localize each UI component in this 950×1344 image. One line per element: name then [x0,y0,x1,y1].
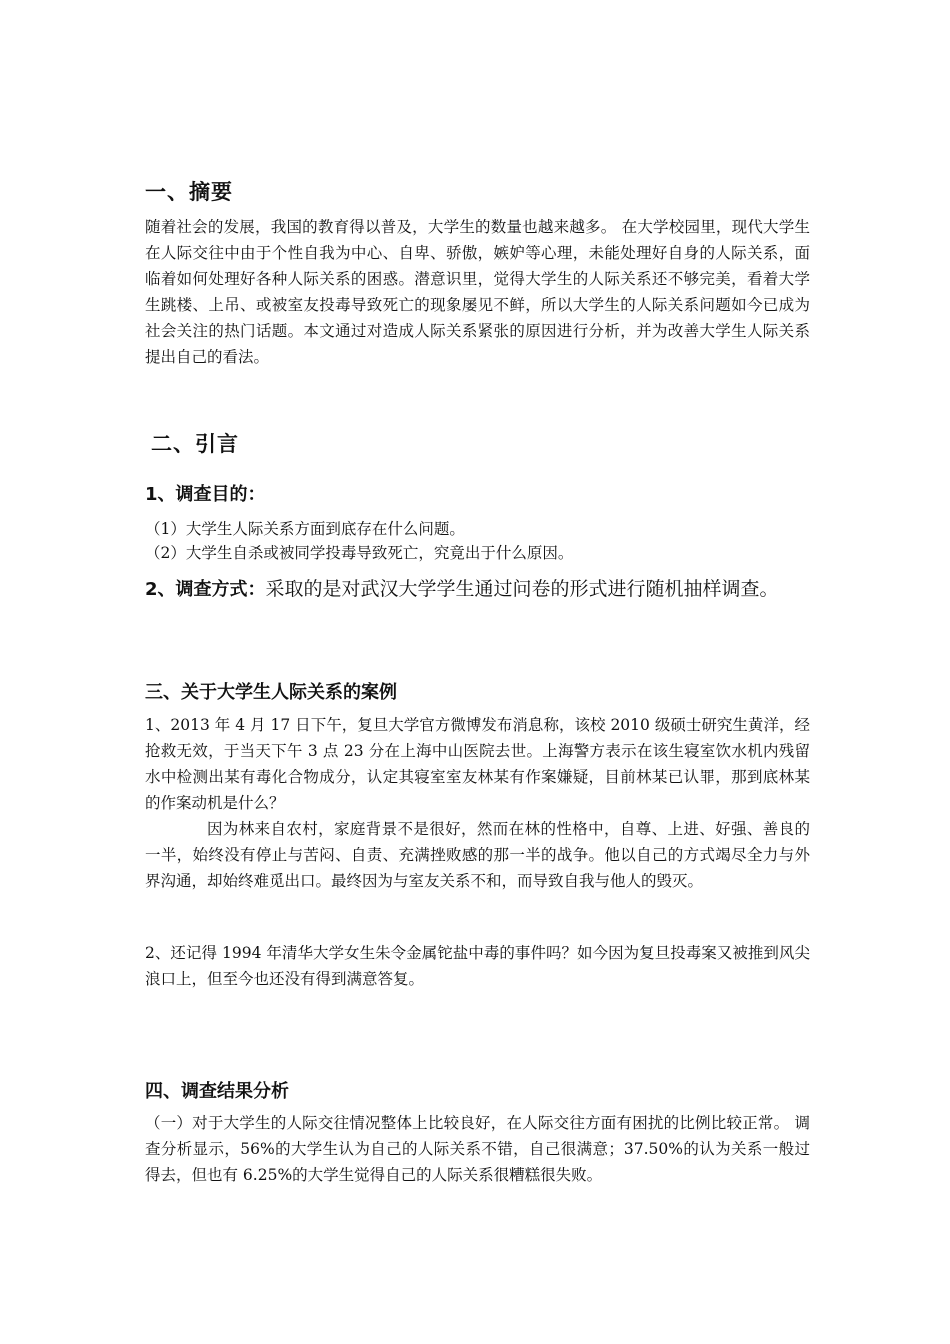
abstract-heading: 一、摘要 [145,180,233,204]
case-1: 1、2013 年 4 月 17 日下午，复旦大学官方微博发布消息称，该校 2010 级硕士研究生黄洋，经抢救无效，于当天下午 3 点 23 分在上海中山医院去世。上海警方表示在该生寝室饮水机内残留水中检测出某有毒化合物成分，认定其寝室室友林某有作案嫌疑，目前林某已认罪，那到底林某的作案动机是什么？ [145,716,810,812]
purpose-heading: 1、调查目的： [145,484,266,505]
survey-method [145,570,810,609]
case-2: 2、还记得 1994 年清华大学女生朱令金属铊盐中毒的事件吗？如今因为复旦投毒案又被推到风尖浪口上，但至今也还没有得到满意答复。 [145,944,810,988]
purpose-item-1: （1）大学生人际关系方面到底存在什么问题。 [145,520,465,538]
results-heading: 四、调查结果分析 [145,1081,289,1102]
intro-heading: 二、引言 [151,432,239,456]
method-text: 采取的是对武汉大学学生通过问卷的形式进行随机抽样调查。 [265,578,779,600]
method-label: 2、调查方式： [145,579,266,600]
cases-heading: 三、关于大学生人际关系的案例 [145,682,397,703]
abstract-body: 随着社会的发展，我国的教育得以普及，大学生的数量也越来越多。 在大学校园里，现代大学生在人际交往中由于个性自我为中心、自卑、骄傲，嫉妒等心理，未能处理好自身的人际关系，面临着如何处理好各种人际关系的困惑。潜意识里，觉得大学生的人际关系还不够完美，看着大学生跳楼、上吊、或被室友投毒导致死亡的现象屡见不鲜，所以大学生的人际关系问题如今已成为社会关注的热门话题。本文通过对造成人际关系紧张的原因进行分析，并为改善大学生人际关系提出自己的看法。 [145,218,810,366]
case-1-analysis: 因为林来自农村，家庭背景不是很好，然而在林的性格中，自尊、上进、好强、善良的一半，始终没有停止与苦闷、自责、充满挫败感的那一半的战争。他以自己的方式竭尽全力与外界沟通，却始终难觅出口。最终因为与室友关系不和，而导致自我与他人的毁灭。 [145,820,810,890]
results-item-1: （一）对于大学生的人际交往情况整体上比较良好，在人际交往方面有困扰的比例比较正常。 调查分析显示，56%的大学生认为自己的人际关系不错，自己很满意；37.50%的认为关系一般过得去，但也有 6.25%的大学生觉得自己的人际关系很糟糕很失败。 [145,1114,810,1184]
purpose-item-2: （2）大学生自杀或被同学投毒导致死亡，究竟出于什么原因。 [145,544,574,562]
